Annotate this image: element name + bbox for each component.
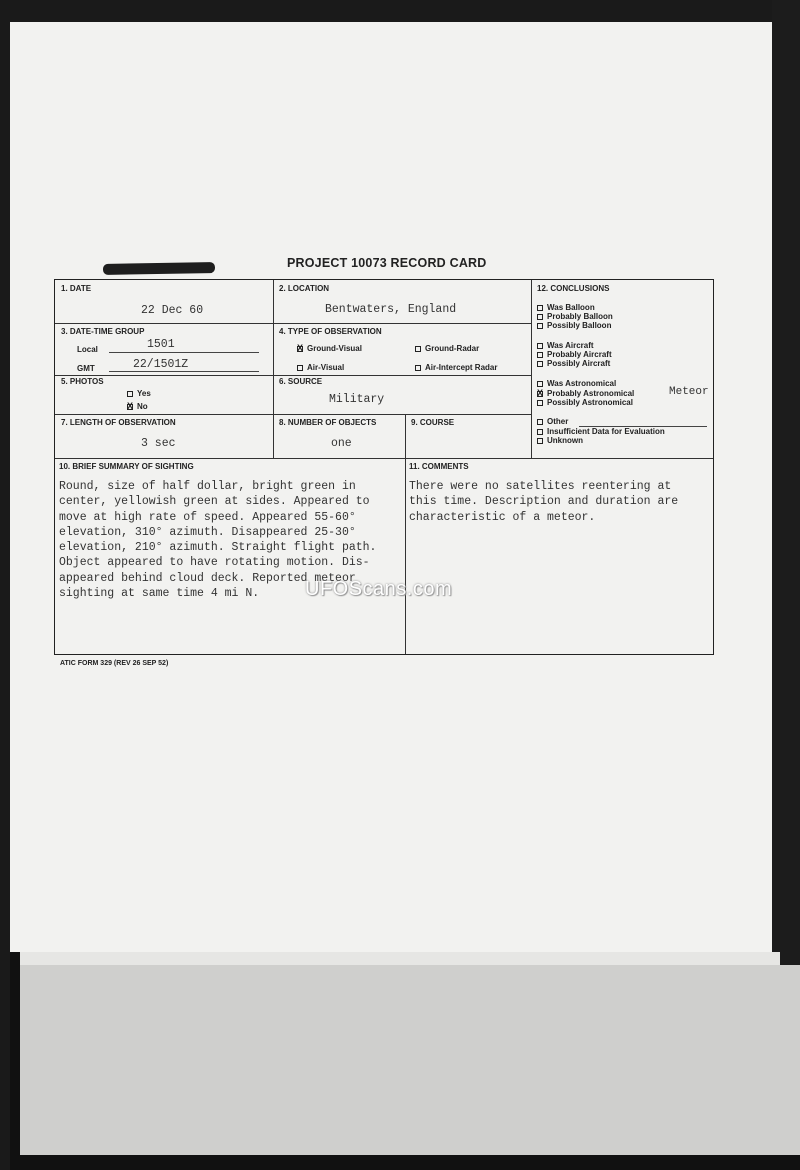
- conclusion-other: [537, 417, 568, 426]
- insufficient-data-checkbox: [537, 429, 543, 435]
- card-title: PROJECT 10073 RECORD CARD: [287, 256, 487, 270]
- probably-aircraft-text: Probably Aircraft: [547, 350, 612, 359]
- probably-aircraft-checkbox: [537, 352, 543, 358]
- air-visual-text: Air-Visual: [307, 363, 345, 372]
- possibly-aircraft-checkbox: [537, 361, 543, 367]
- scan-border-left: [0, 0, 10, 1170]
- conclusion-insufficient-data: [537, 427, 665, 436]
- conclusion-possibly-astronomical: [537, 398, 633, 407]
- summary-line: elevation, 210° azimuth. Straight flight path.: [59, 541, 377, 555]
- conclusion-probably-balloon: [537, 312, 613, 321]
- other-checkbox: [537, 419, 543, 425]
- conclusion-possibly-balloon: [537, 321, 611, 330]
- divider: [405, 458, 406, 654]
- summary-line: center, yellowish green at sides. Appeared to: [59, 495, 370, 509]
- probably-balloon-text: Probably Balloon: [547, 312, 613, 321]
- possibly-aircraft-text: Possibly Aircraft: [547, 359, 611, 368]
- backing-sheet: [20, 965, 800, 1155]
- air-visual-option: [297, 363, 344, 372]
- air-intercept-radar-checkbox: [415, 365, 421, 371]
- possibly-astronomical-checkbox: [537, 400, 543, 406]
- other-text: Other: [547, 417, 569, 426]
- summary-line: appeared behind cloud deck. Reported meteor: [59, 571, 356, 585]
- ground-radar-text: Ground-Radar: [425, 344, 480, 353]
- probably-astronomical-checkbox: [537, 391, 543, 397]
- conclusion-was-aircraft: [537, 341, 594, 350]
- conclusion-was-astronomical: [537, 379, 616, 388]
- date-value: 22 Dec 60: [141, 304, 204, 317]
- astronomical-note: Meteor: [669, 386, 709, 398]
- comments-text: [409, 479, 678, 525]
- watermark: UFOScans.com: [305, 578, 453, 600]
- summary-line: Object appeared to have rotating motion. Dis-: [59, 556, 370, 570]
- course-label: 9. COURSE: [411, 418, 455, 427]
- length-value: 3 sec: [141, 437, 176, 450]
- summary-line: sighting at same time 4 mi N.: [59, 587, 260, 601]
- date-label: 1. DATE: [61, 284, 92, 293]
- summary-line: Round, size of half dollar, bright green in: [59, 480, 356, 493]
- local-value: 1501: [147, 338, 175, 351]
- number-of-objects-value: one: [331, 437, 352, 450]
- possibly-balloon-text: Possibly Balloon: [547, 321, 612, 330]
- redaction-mark: [103, 262, 215, 275]
- ground-visual-option: [297, 344, 362, 353]
- local-underline: [109, 352, 259, 353]
- air-visual-checkbox: [297, 365, 303, 371]
- photos-label: 5. PHOTOS: [61, 377, 104, 386]
- ground-radar-option: [415, 344, 479, 353]
- was-aircraft-checkbox: [537, 343, 543, 349]
- air-intercept-radar-text: Air-Intercept Radar: [425, 363, 498, 372]
- divider: [55, 458, 713, 459]
- photos-yes-option: [127, 389, 151, 398]
- photos-no-option: [127, 402, 148, 411]
- gmt-value: 22/1501Z: [133, 358, 189, 371]
- photos-no-text: No: [137, 402, 148, 411]
- form-footer: ATIC FORM 329 (REV 26 SEP 52): [60, 660, 169, 667]
- ground-radar-checkbox: [415, 346, 421, 352]
- divider: [55, 323, 273, 324]
- ground-visual-checkbox: [297, 346, 303, 352]
- comments-label: 11. COMMENTS: [409, 462, 469, 471]
- divider: [55, 375, 531, 376]
- air-intercept-radar-option: [415, 363, 497, 372]
- source-value: Military: [329, 393, 385, 406]
- scan-border-right: [772, 0, 800, 965]
- source-label: 6. SOURCE: [279, 377, 323, 386]
- conclusion-probably-astronomical: [537, 389, 634, 398]
- gmt-label: GMT: [77, 364, 95, 373]
- local-label: Local: [77, 345, 98, 354]
- location-value: Bentwaters, England: [325, 303, 457, 316]
- divider: [273, 323, 531, 324]
- unknown-text: Unknown: [547, 436, 583, 445]
- probably-astronomical-text: Probably Astronomical: [547, 389, 635, 398]
- summary-line: elevation, 310° azimuth. Disappeared 25-30°: [59, 525, 356, 539]
- number-of-objects-label: 8. NUMBER OF OBJECTS: [279, 418, 377, 427]
- summary-line: move at high rate of speed. Appeared 55-60°: [59, 510, 356, 524]
- comment-line: characteristic of a meteor.: [409, 510, 596, 524]
- type-of-observation-label: 4. TYPE OF OBSERVATION: [279, 327, 382, 336]
- was-balloon-text: Was Balloon: [547, 303, 595, 312]
- was-aircraft-text: Was Aircraft: [547, 341, 594, 350]
- was-balloon-checkbox: [537, 305, 543, 311]
- possibly-balloon-checkbox: [537, 323, 543, 329]
- divider: [273, 280, 274, 458]
- unknown-checkbox: [537, 438, 543, 444]
- location-label: 2. LOCATION: [279, 284, 330, 293]
- divider: [531, 280, 532, 458]
- ground-visual-text: Ground-Visual: [307, 344, 362, 353]
- summary-label: 10. BRIEF SUMMARY OF SIGHTING: [59, 462, 194, 471]
- conclusion-unknown: [537, 436, 583, 445]
- conclusion-was-balloon: [537, 303, 595, 312]
- photos-yes-checkbox: [127, 391, 133, 397]
- scan-border-top: [0, 0, 800, 22]
- possibly-astronomical-text: Possibly Astronomical: [547, 398, 633, 407]
- photos-yes-text: Yes: [137, 389, 151, 398]
- divider: [55, 414, 531, 415]
- was-astronomical-checkbox: [537, 381, 543, 387]
- comment-line: this time. Description and duration are: [409, 495, 679, 509]
- gmt-underline: [109, 371, 259, 372]
- conclusion-probably-aircraft: [537, 350, 612, 359]
- conclusions-label: 12. CONCLUSIONS: [537, 284, 610, 293]
- insufficient-data-text: Insufficient Data for Evaluation: [547, 427, 665, 436]
- conclusion-possibly-aircraft: [537, 359, 610, 368]
- photos-no-checkbox: [127, 404, 133, 410]
- date-time-group-label: 3. DATE-TIME GROUP: [61, 327, 145, 336]
- divider: [405, 414, 406, 458]
- comment-line: There were no satellites reentering at: [409, 480, 672, 493]
- was-astronomical-text: Was Astronomical: [547, 379, 617, 388]
- probably-balloon-checkbox: [537, 314, 543, 320]
- length-label: 7. LENGTH OF OBSERVATION: [61, 418, 176, 427]
